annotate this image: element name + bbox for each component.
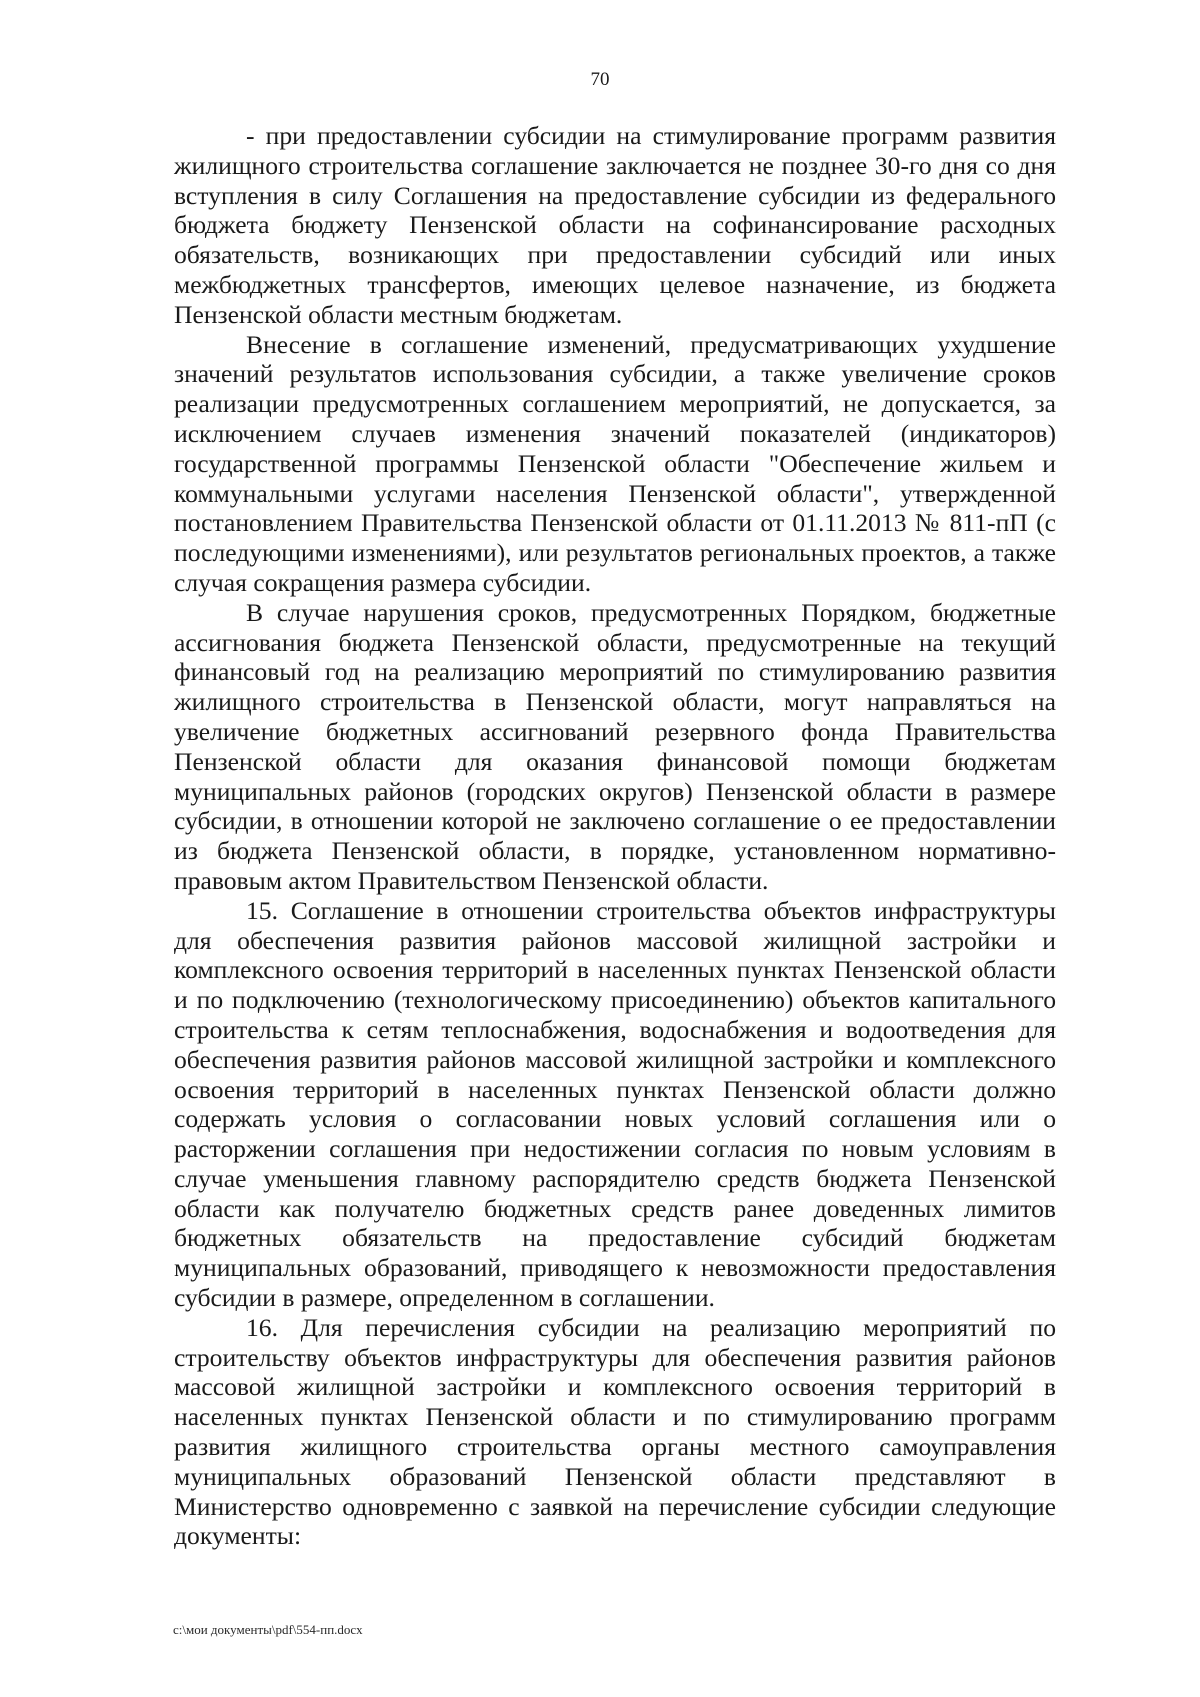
paragraph-item-16: 16. Для перечисления субсидии на реализацию мероприятий по строительству объектов инфраструктуры для обеспечения развития районов массовой жилищной застройки и комплексного освоения территорий в населенных пунктах Пензенской области и по стимулированию программ развития жилищного строительства органы местного самоуправления муниципальных образований Пензенской области представляют в Министерство одновременно с заявкой на перечисление субсидии следующие документы: (174, 1312, 1056, 1551)
paragraph-agreement-changes: Внесение в соглашение изменений, предусматривающих ухудшение значений результатов использования субсидии, а также увеличение сроков реализации предусмотренных соглашением мероприятий, не допускается, за исключением случаев изменения значений показателей (индикаторов) государственной программы Пензенской области "Обеспечение жильем и коммунальными услугами населения Пензенской области", утвержденной постановлением Правительства Пензенской области от 01.11.2013 № 811-пП (с последующими изменениями), или результатов региональных проектов, а также случая сокращения размера субсидии. (174, 329, 1056, 597)
paragraph-item-15: 15. Соглашение в отношении строительства объектов инфраструктуры для обеспечения развития районов массовой жилищной застройки и комплексного освоения территорий в населенных пунктах Пензенской области и по подключению (технологическому присоединению) объектов капитального строительства к сетям теплоснабжения, водоснабжения и водоотведения для обеспечения развития районов массовой жилищной застройки и комплексного освоения территорий в населенных пунктах Пензенской области должно содержать условия о согласовании новых условий соглашения или о расторжении соглашения при недостижении согласия по новым условиям в случае уменьшения главному распорядителю средств бюджета Пензенской области как получателю бюджетных средств ранее доведенных лимитов бюджетных обязательств на предоставление субсидий бюджетам муниципальных образований, приводящего к невозможности предоставления субсидии в размере, определенном в соглашении. (174, 895, 1056, 1313)
footer-file-path: c:\мои документы\pdf\554-пп.docx (173, 1622, 363, 1637)
document-body (174, 121, 1056, 1551)
page-number: 70 (590, 69, 610, 90)
paragraph-subsidy-agreement-deadline: - при предоставлении субсидии на стимулирование программ развития жилищного строительства соглашение заключается не позднее 30-го дня со дня вступления в силу Соглашения на предоставление субсидии из федерального бюджета бюджету Пензенской области на софинансирование расходных обязательств, возникающих при предоставлении субсидий или иных межбюджетных трансфертов, имеющих целевое назначение, из бюджета Пензенской области местным бюджетам. (174, 121, 1056, 329)
paragraph-deadline-violation: В случае нарушения сроков, предусмотренных Порядком, бюджетные ассигнования бюджета Пензенской области, предусмотренные на текущий финансовый год на реализацию мероприятий по стимулированию развития жилищного строительства в Пензенской области, могут направляться на увеличение бюджетных ассигнований резервного фонда Правительства Пензенской области для оказания финансовой помощи бюджетам муниципальных районов (городских округов) Пензенской области в размере субсидии, в отношении которой не заключено соглашение о ее предоставлении из бюджета Пензенской области, в порядке, установленном нормативно-правовым актом Правительством Пензенской области. (174, 597, 1056, 895)
